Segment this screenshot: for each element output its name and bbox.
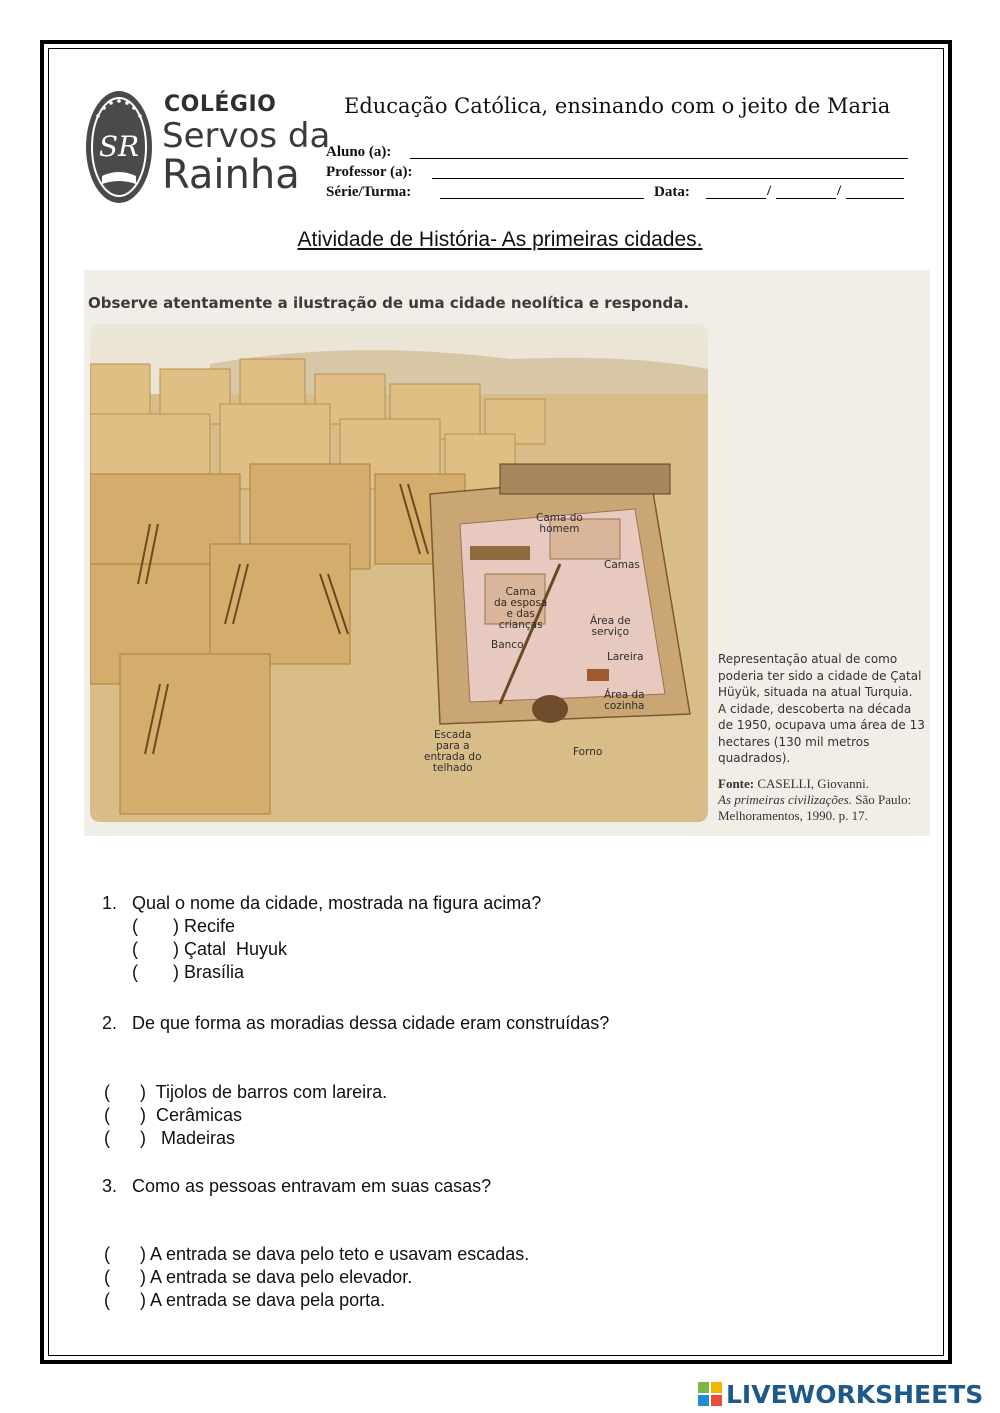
- question-1-text: Qual o nome da cidade, mostrada na figura acima?: [132, 893, 542, 913]
- class-label: Série/Turma:: [326, 184, 412, 200]
- activity-title: Atividade de História- As primeiras cidades.: [297, 228, 703, 251]
- question-2-option-2[interactable]: ( ) Cerâmicas: [104, 1105, 243, 1125]
- school-name-line3: Rainha: [162, 152, 300, 198]
- question-3-text: Como as pessoas entravam em suas casas?: [132, 1176, 492, 1196]
- date-day-field[interactable]: [706, 198, 766, 199]
- label-area-cozinha: Área da cozinha: [604, 689, 645, 712]
- panel-heading: Observe atentamente a ilustração de uma cidade neolítica e responda.: [88, 294, 690, 312]
- question-1-option-1[interactable]: ( ) Recife: [132, 916, 236, 936]
- question-2-number: 2.: [102, 1013, 118, 1033]
- school-name-line2: Servos da: [162, 116, 331, 156]
- question-3-number: 3.: [102, 1176, 118, 1196]
- school-motto: Educação Católica, ensinando com o jeito de Maria: [344, 94, 891, 118]
- question-1-option-2[interactable]: ( ) Çatal Huyuk: [132, 939, 288, 959]
- student-name-field[interactable]: [410, 158, 908, 159]
- label-cama-homem: Cama do homem: [536, 512, 583, 535]
- illustration-caption: Representação atual de como poderia ter sido a cidade de Çatal Hüyük, situada na atual Turquia. A cidade, descoberta na década de 1950, ocupava uma área de 13 hectares (130 mil metros quadrados).: [718, 652, 925, 765]
- neolithic-city-illustration: [90, 324, 708, 822]
- date-label: Data:: [654, 184, 690, 200]
- date-separator-1: /: [767, 183, 772, 199]
- question-2-option-1[interactable]: ( ) Tijolos de barros com lareira.: [104, 1082, 388, 1102]
- question-1-option-3[interactable]: ( ) Brasília: [132, 962, 245, 982]
- liveworksheets-brand: LIVEWORKSHEETS: [726, 1380, 984, 1409]
- student-label: Aluno (a):: [326, 144, 392, 160]
- date-year-field[interactable]: [846, 198, 904, 199]
- date-separator-2: /: [837, 183, 842, 199]
- question-3-option-1[interactable]: ( ) A entrada se dava pelo teto e usavam escadas.: [104, 1244, 530, 1264]
- liveworksheets-logo-icon: [698, 1382, 722, 1406]
- date-month-field[interactable]: [776, 198, 836, 199]
- teacher-name-field[interactable]: [432, 178, 904, 179]
- label-area-servico: Área de serviço: [590, 615, 631, 638]
- illustration-source: Fonte: CASELLI, Giovanni. As primeiras civilizações. São Paulo: Melhoramentos, 1990. p. 17.: [718, 776, 912, 823]
- label-escada: Escada para a entrada do telhado: [424, 729, 482, 774]
- label-camas: Camas: [604, 559, 640, 571]
- school-name-line1: COLÉGIO: [164, 92, 277, 117]
- label-lareira: Lareira: [607, 651, 644, 663]
- question-3-option-3[interactable]: ( ) A entrada se dava pela porta.: [104, 1290, 386, 1310]
- label-cama-esposa: Cama da esposa e das crianças: [494, 586, 548, 631]
- logo-monogram: SR: [98, 130, 140, 163]
- question-3-option-2[interactable]: ( ) A entrada se dava pelo elevador.: [104, 1267, 413, 1287]
- class-field[interactable]: [440, 198, 644, 199]
- label-forno: Forno: [573, 746, 603, 758]
- question-2-text: De que forma as moradias dessa cidade eram construídas?: [132, 1013, 610, 1033]
- question-1-number: 1.: [102, 893, 118, 913]
- teacher-label: Professor (a):: [326, 164, 413, 180]
- label-banco: Banco: [491, 639, 524, 651]
- school-logo: [84, 88, 154, 206]
- question-2-option-3[interactable]: ( ) Madeiras: [104, 1128, 236, 1148]
